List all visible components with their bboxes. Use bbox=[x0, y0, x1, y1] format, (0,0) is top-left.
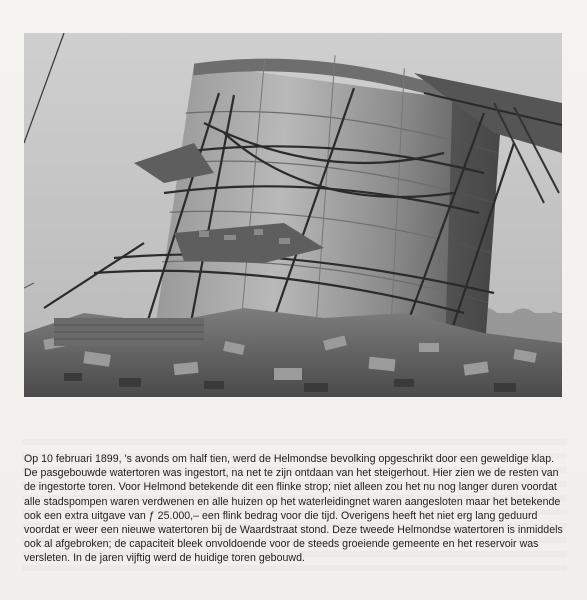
collapsed-water-tower-image bbox=[24, 33, 562, 397]
historical-photo bbox=[24, 33, 562, 397]
photo-caption: Op 10 februari 1899, 's avonds om half tien, werd de Helmondse bevolking opgeschrikt door een geweldige klap. De pasgebouwde watertoren was ingestort, na net te zijn ontdaan van het steigerhout. Hier zien we de resten van de ingestorte toren. Voor Helmond betekende dit een flinke strop; niet alleen zou het nu nog langer duren voordat alle stadspompen waren verdwenen en alle huizen op het waterleidingnet waren aangesloten maar het betekende ook een extra uitgave van ƒ 25.000,– een flink bedrag voor die tijd. Overigens heeft het niet erg lang geduurd voordat er weer een nieuwe watertoren bij de Waardstraat stond. Deze tweede Helmondse watertoren is inmiddels ook al afgebroken; de capaciteit bleek onvoldoende voor de steeds groeiende gemeente en het reservoir was versleten. In de jaren vijftig werd de huidige toren gebouwd. bbox=[24, 453, 563, 565]
